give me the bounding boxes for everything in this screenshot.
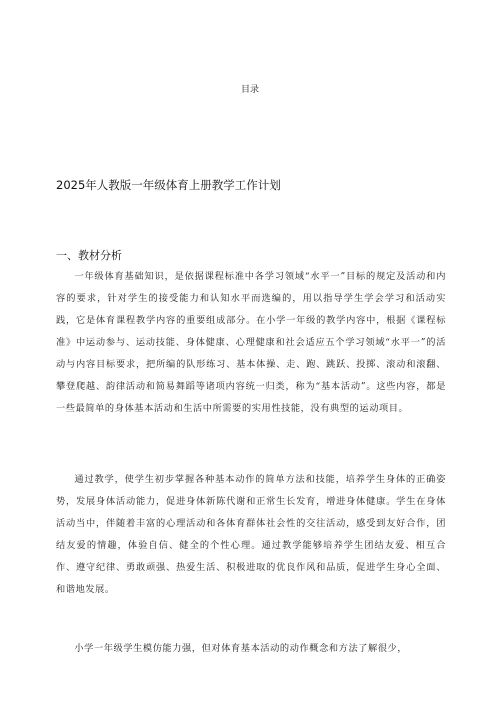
body-paragraph: 通过教学，使学生初步掌握各种基本动作的简单方法和技能，培养学生身体的正确姿势，发展身体活动能力，促进身体新陈代谢和正常生长发育，增进身体健康。学生在身体活动当中，伴随着丰富的心理活动和各体育群体社会性的交往活动，感受到友好合作，团结友爱的情趣，体验自信、健全的个性心理。通过教学能够培养学生团结友爱、相互合作、遵守纪律、勇敢顽强、热爱生活、积极进取的优良作风和品质，促进学生身心全面、和谐地发展。: [56, 474, 446, 595]
body-paragraph: 一年级体育基础知识，是依据课程标准中各学习领域“水平一”目标的规定及活动和内容的要求，针对学生的接受能力和认知水平而选编的，用以指导学生学会学习和活动实践，它是体育课程教学内容的重要组成部分。在小学一年级的教学内容中，根据《课程标准》中运动参与、运动技能、身体健康、心理健康和社会适应五个学习领域“水平一”的活动与内容目标要求，把所编的队形练习、基本体操、走、跑、跳跃、投掷、滚动和滚翻、攀登爬越、韵律活动和简易舞蹈等诸项内容统一归类，称为“基本活动”。这些内容，都是一些最简单的身体基本活动和生活中所需要的实用性技能，没有典型的运动项目。: [56, 271, 446, 414]
toc-label: 目录: [240, 85, 259, 95]
section-heading: 一、教材分析: [56, 249, 122, 262]
body-paragraph: 小学一年级学生模仿能力强，但对体育基本活动的动作概念和方法了解很少，: [74, 643, 408, 654]
document-title: 2025年人教版一年级体育上册教学工作计划: [56, 178, 281, 192]
